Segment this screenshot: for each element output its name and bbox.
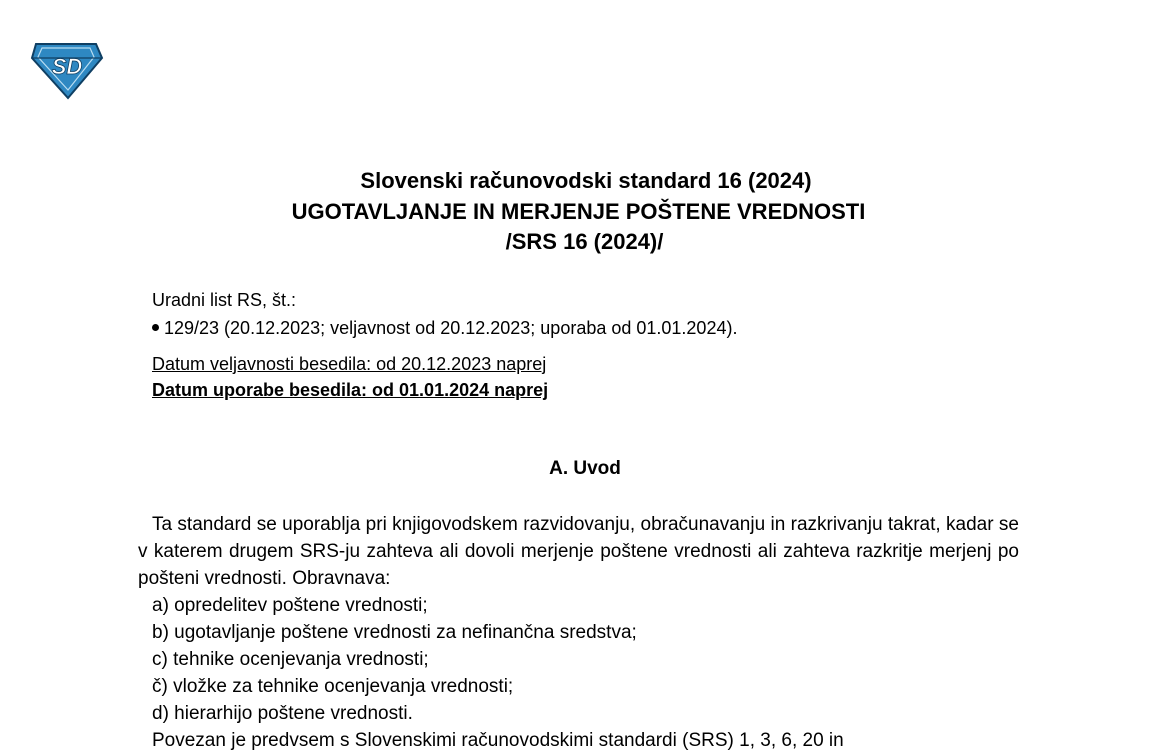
continuation-line: Povezan je predvsem s Slovenskimi računovodskimi standardi (SRS) 1, 3, 6, 20 in bbox=[152, 730, 844, 751]
publication-entry-text: 129/23 (20.12.2023; veljavnost od 20.12.2023; uporaba od 01.01.2024). bbox=[164, 318, 738, 338]
document-title bbox=[0, 166, 1157, 258]
title-line-subject: UGOTAVLJANJE IN MERJENJE POŠTENE VREDNOSTI bbox=[291, 198, 866, 224]
bullet-icon bbox=[152, 324, 159, 331]
list-item: č) vložke za tehnike ocenjevanja vrednosti; bbox=[152, 676, 514, 697]
publication-info bbox=[152, 286, 737, 342]
publication-label: Uradni list RS, št.: bbox=[152, 290, 297, 310]
list-item: d) hierarhijo poštene vrednosti. bbox=[152, 703, 413, 724]
section-heading: A. Uvod bbox=[549, 458, 621, 479]
validity-dates bbox=[152, 351, 548, 403]
application-date: Datum uporabe besedila: od 01.01.2024 naprej bbox=[152, 380, 549, 400]
list-item: b) ugotavljanje poštene vrednosti za nefinančna sredstva; bbox=[152, 622, 637, 643]
validity-date: Datum veljavnosti besedila: od 20.12.2023 naprej bbox=[152, 354, 547, 374]
title-line-standard: Slovenski računovodski standard 16 (2024) bbox=[360, 168, 812, 193]
title-line-code: /SRS 16 (2024)/ bbox=[505, 229, 664, 254]
sd-logo-icon bbox=[30, 40, 104, 100]
publication-entry bbox=[152, 314, 737, 342]
intro-paragraph: Ta standard se uporablja pri knjigovodskem razvidovanju, obračunavanju in razkrivanju takrat, kadar se v katerem drugem SRS-ju zahteva ali dovoli merjenje poštene vrednosti ali zahteva razkritje merjenj po pošteni vrednosti. Obravnava: bbox=[138, 514, 1019, 589]
list-item: c) tehnike ocenjevanja vrednosti; bbox=[152, 649, 429, 670]
svg-text:SD: SD bbox=[51, 54, 83, 79]
section-body bbox=[138, 511, 1019, 754]
sd-logo-shape bbox=[30, 40, 104, 100]
list-item: a) opredelitev poštene vrednosti; bbox=[152, 595, 428, 616]
